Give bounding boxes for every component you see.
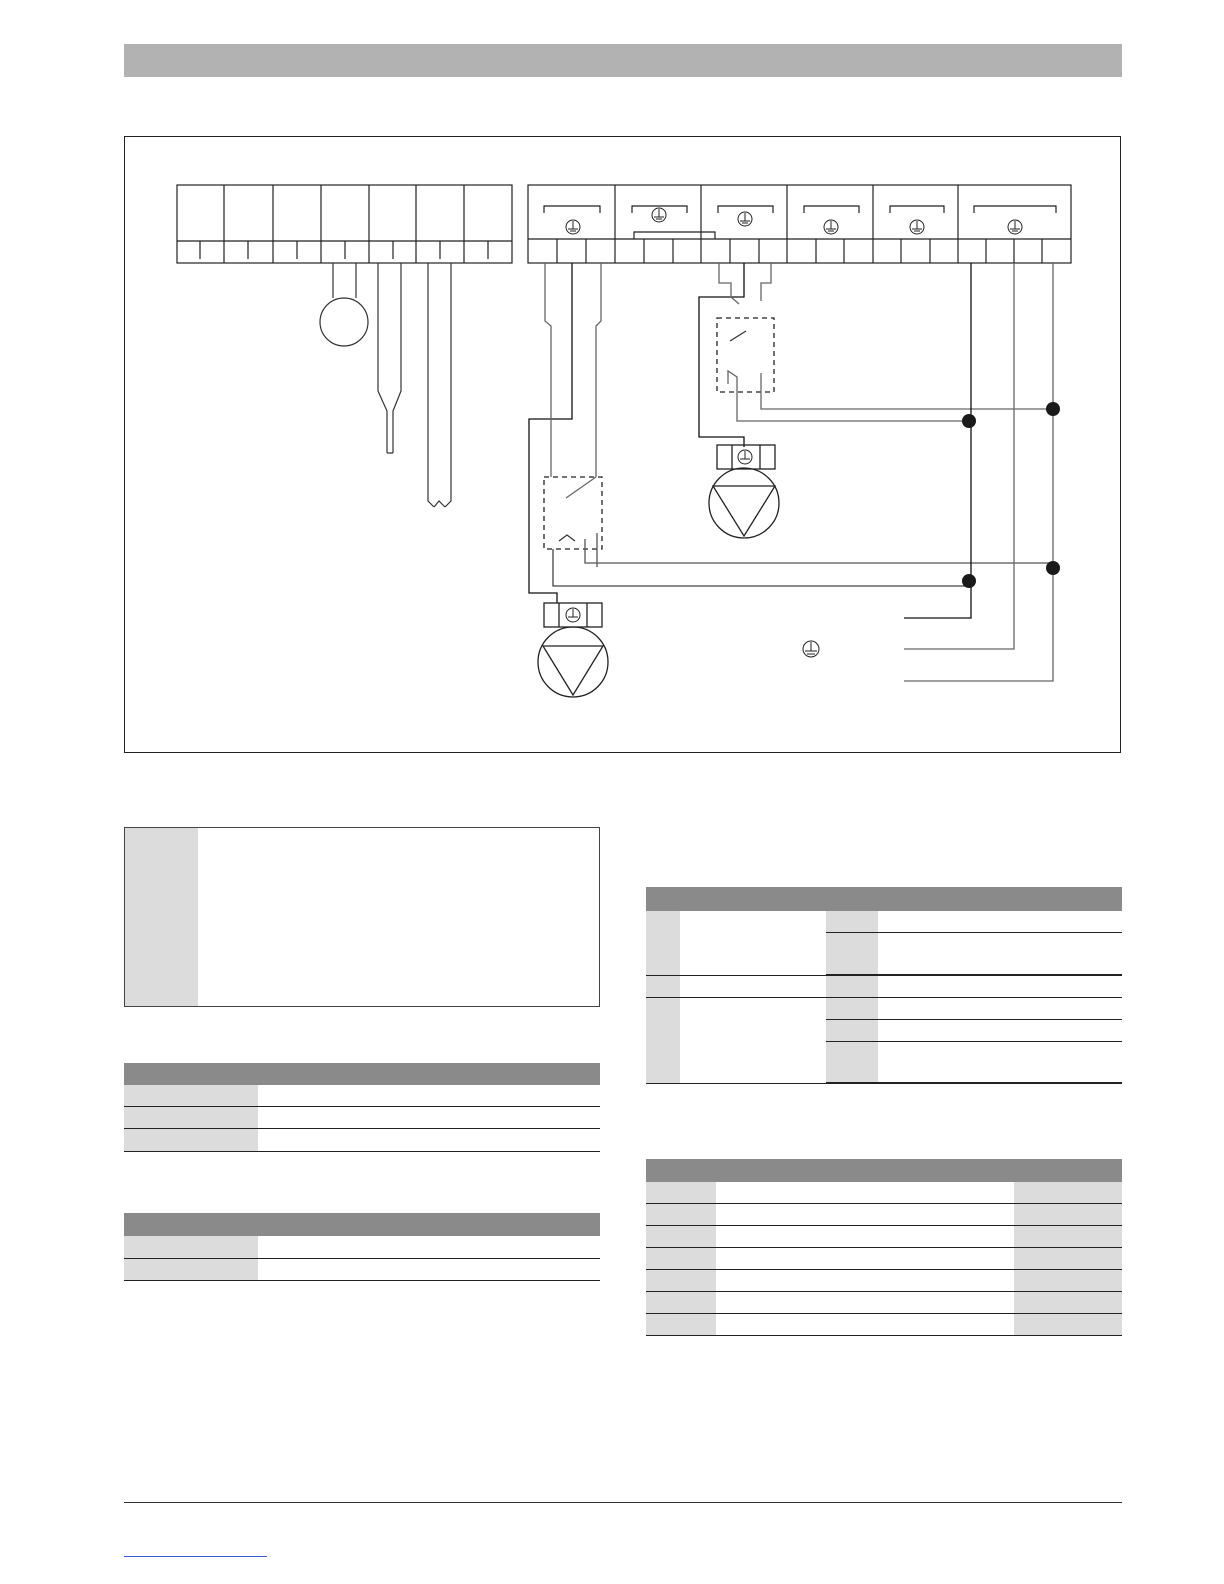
pump-icon — [538, 627, 608, 697]
table-b — [124, 1213, 600, 1283]
page-header-bar — [124, 44, 1122, 77]
table-d — [646, 1159, 1122, 1339]
earth-icon — [566, 208, 1022, 657]
table-row — [124, 1259, 600, 1281]
table-row — [124, 1129, 600, 1152]
table-row — [124, 1107, 600, 1129]
table-header — [646, 887, 1122, 911]
table-row — [646, 1248, 1122, 1270]
table-row — [826, 1042, 1122, 1083]
table-row — [646, 1182, 1122, 1204]
right-terminal-strip — [528, 185, 1071, 263]
table-header — [124, 1213, 600, 1236]
table-row — [646, 1226, 1122, 1248]
table-a — [124, 1063, 600, 1155]
table-row — [646, 1270, 1122, 1292]
table-row — [646, 1204, 1122, 1226]
footer-divider — [124, 1502, 1122, 1503]
table-header — [124, 1063, 600, 1085]
table-row — [646, 976, 1122, 998]
table-header — [646, 1159, 1122, 1182]
junction-dots — [962, 402, 1060, 588]
footer-link[interactable] — [124, 1556, 267, 1557]
wiring-diagram-svg — [125, 137, 1122, 754]
table-row — [826, 933, 1122, 975]
sensor-circle — [320, 298, 368, 346]
legend-label — [125, 828, 198, 1006]
table-row — [124, 1085, 600, 1107]
wiring-diagram — [124, 136, 1121, 753]
table-row — [646, 1314, 1122, 1336]
table-row — [826, 1020, 1122, 1042]
table-row — [826, 911, 1122, 933]
table-row — [124, 1236, 600, 1259]
legend-box — [124, 827, 600, 1007]
table-row — [646, 1292, 1122, 1314]
group-label — [646, 911, 680, 975]
table-row — [826, 998, 1122, 1020]
group-label — [646, 998, 680, 1083]
table-c — [646, 887, 1122, 1085]
pump-icon — [709, 468, 779, 538]
